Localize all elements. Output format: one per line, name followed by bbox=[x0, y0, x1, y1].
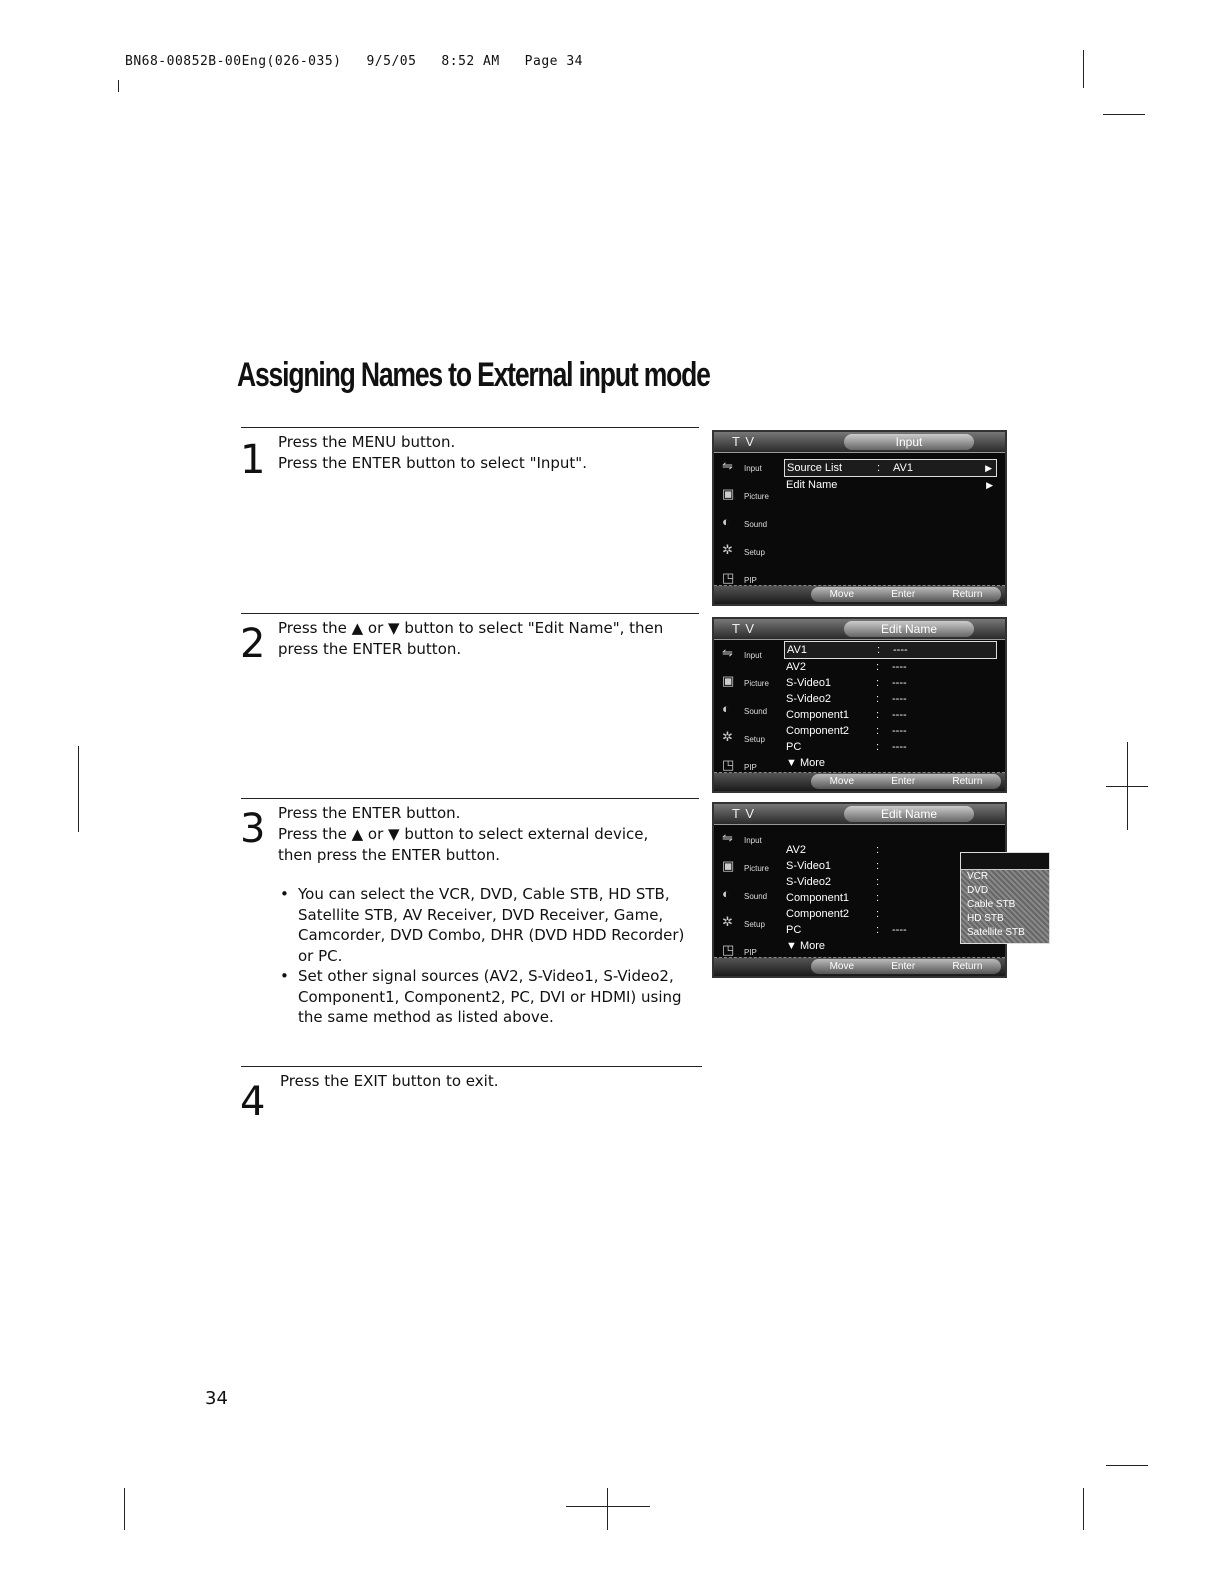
side-menu-input[interactable] bbox=[720, 456, 782, 484]
move-hint: Move bbox=[829, 776, 855, 787]
arrow-right-icon: ▶ bbox=[986, 480, 993, 490]
side-menu-sound[interactable] bbox=[720, 512, 782, 540]
row-colon: : bbox=[877, 462, 881, 474]
step-line: Press the ▲ or ▼ button to select external device, bbox=[278, 825, 649, 843]
menu-row[interactable] bbox=[784, 707, 997, 723]
side-menu-picture[interactable] bbox=[720, 484, 782, 512]
row-colon: : bbox=[876, 709, 880, 721]
tv-menu-screen-edit-name-popup bbox=[712, 802, 1025, 978]
row-label: Edit Name bbox=[786, 479, 838, 491]
step-line: Press the ENTER button to select "Input". bbox=[278, 454, 587, 472]
row-value: ---- bbox=[892, 924, 907, 936]
move-hint: Move bbox=[829, 961, 855, 972]
menu-help-bar bbox=[714, 585, 1005, 604]
side-menu-label: Picture bbox=[744, 492, 769, 501]
step-text bbox=[278, 803, 648, 866]
row-value: ---- bbox=[892, 725, 907, 737]
step-number: 3 bbox=[240, 806, 266, 852]
crop-mark bbox=[78, 746, 79, 832]
enter-hint: Enter bbox=[891, 961, 916, 972]
side-menu-picture[interactable] bbox=[720, 671, 782, 699]
menu-row-edit-name[interactable] bbox=[784, 477, 997, 493]
return-hint: Return bbox=[952, 776, 983, 787]
side-menu-label: Picture bbox=[744, 679, 769, 688]
menu-title-bar bbox=[714, 804, 1005, 825]
side-menu-picture[interactable] bbox=[720, 856, 782, 884]
side-menu-label: PIP bbox=[744, 576, 757, 585]
side-menu-input[interactable] bbox=[720, 643, 782, 671]
crop-mark bbox=[124, 1488, 125, 1530]
crop-mark bbox=[118, 80, 119, 92]
page-number: 34 bbox=[205, 1388, 228, 1409]
row-label: S-Video1 bbox=[786, 860, 832, 872]
menu-rows bbox=[784, 826, 1025, 954]
side-menu-label: Setup bbox=[744, 548, 765, 557]
step-line: then press the ENTER button. bbox=[278, 846, 501, 864]
row-label: S-Video1 bbox=[786, 677, 832, 689]
row-colon: : bbox=[876, 661, 880, 673]
picture-icon: ▣ bbox=[722, 858, 735, 873]
popup-option[interactable]: Cable STB bbox=[967, 899, 1016, 910]
side-menu-label: Sound bbox=[744, 892, 768, 901]
row-colon: : bbox=[876, 924, 880, 936]
row-colon: : bbox=[876, 741, 880, 753]
menu-title: Edit Name bbox=[844, 621, 974, 637]
row-colon: : bbox=[876, 844, 880, 856]
help-pill bbox=[811, 774, 1001, 789]
crop-mark bbox=[1083, 1488, 1084, 1530]
section-rule bbox=[241, 613, 699, 614]
side-menu-setup[interactable] bbox=[720, 727, 782, 755]
menu-rows bbox=[784, 459, 997, 493]
side-menu-label: Sound bbox=[744, 707, 768, 716]
row-label: Source List bbox=[787, 462, 843, 474]
setup-icon: ✲ bbox=[722, 729, 733, 744]
menu-rows bbox=[784, 641, 997, 771]
side-menu-sound[interactable] bbox=[720, 699, 782, 727]
tv-label: T V bbox=[732, 806, 755, 821]
bullet-item: • You can select the VCR, DVD, Cable STB, HD STB, Satellite STB, AV Receiver, DVD Receiver, Game, Camcorder, DVD Combo, DHR (DVD HDD Recorder) or PC. bbox=[280, 884, 700, 966]
popup-option[interactable]: VCR bbox=[967, 871, 989, 882]
popup-option[interactable]: Satellite STB bbox=[967, 927, 1025, 938]
row-colon: : bbox=[876, 876, 880, 888]
step-line: press the ENTER button. bbox=[278, 640, 462, 658]
popup-option[interactable]: HD STB bbox=[967, 913, 1004, 924]
input-icon: ⇋ bbox=[722, 458, 733, 473]
row-value: ---- bbox=[892, 741, 907, 753]
menu-row[interactable] bbox=[784, 641, 997, 659]
row-value: ---- bbox=[893, 644, 908, 656]
row-label: ▼ More bbox=[786, 940, 826, 952]
crop-mark bbox=[1106, 786, 1148, 787]
menu-title-bar bbox=[714, 619, 1005, 640]
step-line: Press the ENTER button. bbox=[278, 804, 461, 822]
page-title: Assigning Names to External input mode bbox=[237, 356, 710, 394]
row-label: Component1 bbox=[786, 892, 849, 904]
move-hint: Move bbox=[829, 589, 855, 600]
row-label: PC bbox=[786, 741, 802, 753]
step-line: Press the MENU button. bbox=[278, 433, 456, 451]
side-menu bbox=[720, 828, 782, 968]
row-value: ---- bbox=[892, 693, 907, 705]
menu-help-bar bbox=[714, 957, 1005, 976]
row-colon: : bbox=[876, 892, 880, 904]
tv-label: T V bbox=[732, 621, 755, 636]
side-menu-sound[interactable] bbox=[720, 884, 782, 912]
section-rule bbox=[241, 798, 699, 799]
step-number: 1 bbox=[240, 437, 266, 483]
row-colon: : bbox=[876, 725, 880, 737]
sound-icon: ◐ bbox=[722, 886, 730, 901]
arrow-right-icon: ▶ bbox=[985, 463, 992, 473]
row-label: AV2 bbox=[786, 661, 806, 673]
menu-title-bar bbox=[714, 432, 1005, 453]
row-colon: : bbox=[876, 908, 880, 920]
crop-mark bbox=[566, 1506, 650, 1507]
crop-mark bbox=[1103, 114, 1145, 115]
return-hint: Return bbox=[952, 589, 983, 600]
step-text bbox=[280, 1071, 498, 1092]
pip-icon: ◳ bbox=[722, 570, 735, 585]
row-label: Component1 bbox=[786, 709, 849, 721]
menu-row-more[interactable] bbox=[784, 755, 997, 771]
setup-icon: ✲ bbox=[722, 914, 733, 929]
input-icon: ⇋ bbox=[722, 830, 733, 845]
side-menu-label: Input bbox=[744, 651, 762, 660]
help-pill bbox=[811, 959, 1001, 974]
step-text bbox=[278, 618, 663, 660]
row-label: ▼ More bbox=[786, 757, 826, 769]
menu-help-bar bbox=[714, 772, 1005, 791]
sound-icon: ◐ bbox=[722, 514, 730, 529]
crop-mark bbox=[607, 1488, 608, 1530]
side-menu-setup[interactable] bbox=[720, 912, 782, 940]
menu-row[interactable] bbox=[784, 723, 997, 739]
crop-mark bbox=[1106, 1465, 1148, 1466]
side-menu-label: Input bbox=[744, 464, 762, 473]
row-value: ---- bbox=[892, 709, 907, 721]
side-menu-label: Setup bbox=[744, 920, 765, 929]
side-menu-label: Picture bbox=[744, 864, 769, 873]
row-colon: : bbox=[876, 677, 880, 689]
row-label: S-Video2 bbox=[786, 876, 832, 888]
row-label: S-Video2 bbox=[786, 693, 832, 705]
row-colon: : bbox=[876, 860, 880, 872]
step-bullets bbox=[280, 884, 700, 1028]
enter-hint: Enter bbox=[891, 776, 916, 787]
step-line: Press the EXIT button to exit. bbox=[280, 1072, 499, 1090]
menu-row[interactable] bbox=[784, 826, 997, 842]
section-rule bbox=[241, 427, 699, 428]
row-value: AV1 bbox=[893, 462, 913, 474]
row-colon: : bbox=[877, 644, 881, 656]
tv-menu-screen-input bbox=[712, 430, 1007, 606]
menu-row[interactable] bbox=[784, 659, 997, 675]
picture-icon: ▣ bbox=[722, 486, 735, 501]
step-line: Press the ▲ or ▼ button to select "Edit Name", then bbox=[278, 619, 664, 637]
menu-row[interactable] bbox=[784, 739, 997, 755]
return-hint: Return bbox=[952, 961, 983, 972]
enter-hint: Enter bbox=[891, 589, 916, 600]
side-menu bbox=[720, 456, 782, 596]
input-icon: ⇋ bbox=[722, 645, 733, 660]
menu-title: Input bbox=[844, 434, 974, 450]
tv-label: T V bbox=[732, 434, 755, 449]
side-menu-label: Setup bbox=[744, 735, 765, 744]
side-menu-label: PIP bbox=[744, 948, 757, 957]
side-menu-setup[interactable] bbox=[720, 540, 782, 568]
side-menu-input[interactable] bbox=[720, 828, 782, 856]
menu-row[interactable] bbox=[784, 691, 997, 707]
step-number: 2 bbox=[240, 621, 266, 667]
menu-row[interactable] bbox=[784, 675, 997, 691]
tv-menu-screen-edit-name bbox=[712, 617, 1007, 793]
row-value: ---- bbox=[892, 661, 907, 673]
pip-icon: ◳ bbox=[722, 757, 735, 772]
row-label: Component2 bbox=[786, 725, 849, 737]
row-label: Component2 bbox=[786, 908, 849, 920]
picture-icon: ▣ bbox=[722, 673, 735, 688]
row-label: AV1 bbox=[787, 644, 807, 656]
side-menu-label: Sound bbox=[744, 520, 768, 529]
side-menu-label: Input bbox=[744, 836, 762, 845]
row-colon: : bbox=[876, 693, 880, 705]
row-label: AV2 bbox=[786, 844, 806, 856]
popup-option[interactable]: DVD bbox=[967, 885, 989, 896]
sound-icon: ◐ bbox=[722, 701, 730, 716]
side-menu bbox=[720, 643, 782, 783]
popup-name-field[interactable] bbox=[961, 853, 1049, 870]
setup-icon: ✲ bbox=[722, 542, 733, 557]
device-popup-list bbox=[960, 852, 1050, 944]
step-text bbox=[278, 432, 587, 474]
side-menu-label: PIP bbox=[744, 763, 757, 772]
step-number: 4 bbox=[240, 1079, 266, 1125]
crop-mark bbox=[1083, 50, 1084, 88]
help-pill bbox=[811, 587, 1001, 602]
row-value: ---- bbox=[892, 677, 907, 689]
section-rule bbox=[241, 1066, 702, 1067]
pip-icon: ◳ bbox=[722, 942, 735, 957]
menu-row-source-list[interactable] bbox=[784, 459, 997, 477]
row-label: PC bbox=[786, 924, 802, 936]
bullet-item: • Set other signal sources (AV2, S-Video1, S-Video2, Component1, Component2, PC, DVI or HDMI) using the same method as listed above. bbox=[280, 966, 700, 1028]
menu-title: Edit Name bbox=[844, 806, 974, 822]
print-header: BN68-00852B-00Eng(026-035) 9/5/05 8:52 AM Page 34 bbox=[125, 54, 583, 69]
